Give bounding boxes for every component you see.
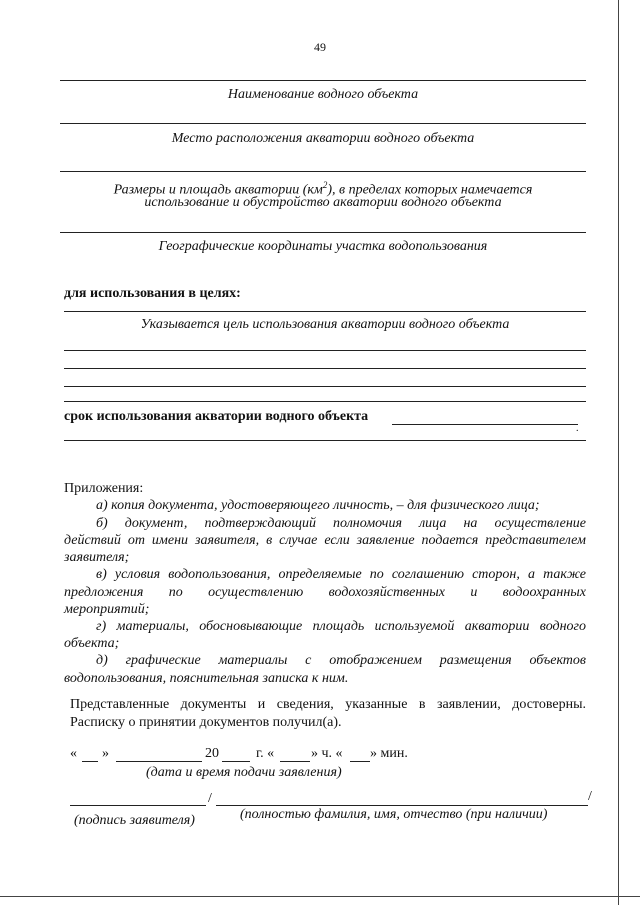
- day-input-line: [82, 761, 98, 762]
- coordinates-line: [60, 232, 586, 233]
- term-label: срок использования акватории водного объекта: [64, 409, 369, 424]
- signature-slash-1: /: [208, 791, 212, 806]
- attachment-c-line3: мероприятий;: [64, 602, 150, 617]
- purpose-extra-line-3: [64, 386, 586, 387]
- attachment-c-line1: в) условия водопользования, определяемые по соглашению сторон, а также: [96, 567, 586, 582]
- location-caption: Место расположения акватории водного объекта: [171, 131, 475, 146]
- attachment-e-line1: д) графические материалы с отображением размещения объектов: [96, 653, 586, 668]
- attachment-a: а) копия документа, удостоверяющего личность, – для физического лица;: [96, 498, 540, 513]
- signature-slash-2: /: [588, 789, 592, 804]
- year-input-line: [222, 761, 250, 762]
- statement-line1: Представленные документы и сведения, указанные в заявлении, достоверны.: [70, 697, 586, 712]
- date-open-quote: «: [70, 746, 77, 761]
- size-line: [60, 171, 586, 172]
- purpose-extra-line-1: [64, 350, 586, 351]
- scan-edge-bottom: [0, 896, 640, 897]
- size-caption-part1: Размеры и площадь акватории (км: [113, 182, 323, 198]
- minute-suffix: » мин.: [370, 746, 408, 761]
- purpose-line: [64, 311, 586, 312]
- size-caption-part2: ), в пределах которых намечается: [327, 182, 533, 198]
- attachment-d-line2: объекта;: [64, 636, 120, 651]
- month-input-line: [116, 761, 202, 762]
- attachment-c-line2: предложения по осуществлению водохозяйственных и водоохранных: [64, 585, 586, 600]
- attachment-b-line1: б) документ, подтверждающий полномочия лица на осуществление: [96, 516, 586, 531]
- water-object-name-caption: Наименование водного объекта: [227, 87, 419, 102]
- applicant-signature-caption: (подпись заявителя): [74, 813, 195, 828]
- minute-input-line: [350, 761, 370, 762]
- purpose-extra-line-4: [64, 401, 586, 402]
- attachment-d-line1: г) материалы, обосновывающие площадь используемой акватории водного: [96, 619, 586, 634]
- date-time-caption: (дата и время подачи заявления): [146, 765, 342, 780]
- statement-line2: Расписку о принятии документов получил(а).: [70, 715, 342, 730]
- year-suffix: г. «: [256, 746, 275, 761]
- date-close-quote: »: [102, 746, 109, 761]
- page-number: 49: [314, 40, 326, 54]
- purpose-caption: Указывается цель использования акватории водного объекта: [140, 317, 510, 332]
- year-prefix: 20: [205, 746, 219, 761]
- fullname-caption: (полностью фамилия, имя, отчество (при наличии): [240, 807, 548, 822]
- size-caption-line2: использование и обустройство акватории водного объекта: [144, 195, 502, 210]
- term-dot: .: [576, 423, 579, 434]
- attachment-b-line2: действий от имени заявителя, в случае если заявление подается представителем: [64, 533, 586, 548]
- hour-input-line: [280, 761, 310, 762]
- coordinates-caption: Географические координаты участка водопользования: [158, 239, 488, 254]
- term-extra-line: [64, 440, 586, 441]
- size-caption-superscript: 2: [322, 180, 328, 190]
- applicant-signature-line: [70, 805, 206, 806]
- purpose-extra-line-2: [64, 368, 586, 369]
- term-input-line: [392, 424, 578, 425]
- purpose-heading: для использования в целях:: [64, 286, 241, 301]
- scan-edge-right: [618, 0, 619, 905]
- hour-suffix: » ч. «: [311, 746, 343, 761]
- water-object-name-line: [60, 80, 586, 81]
- attachment-b-line3: заявителя;: [64, 550, 130, 565]
- attachment-e-line2: водопользования, пояснительная записка к ним.: [64, 671, 349, 686]
- location-line: [60, 123, 586, 124]
- attachments-heading: Приложения:: [64, 481, 144, 496]
